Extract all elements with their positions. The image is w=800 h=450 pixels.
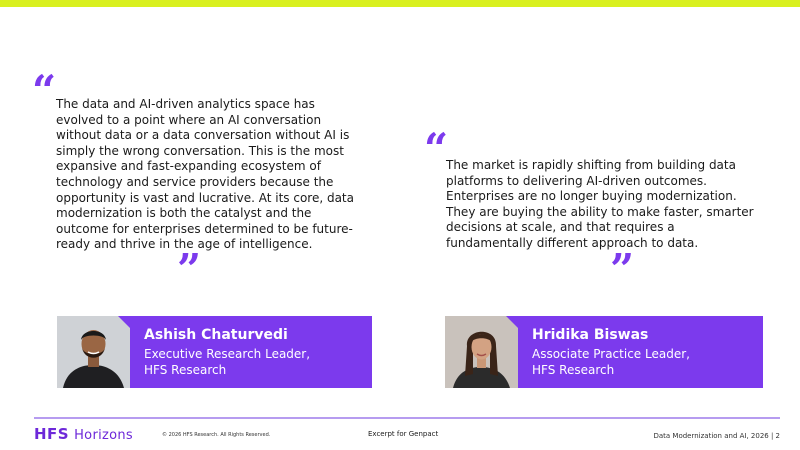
page-number: Data Modernization and AI, 2026 | 2: [653, 432, 780, 440]
person-role: Associate Practice Leader,: [532, 347, 690, 361]
person-name: Ashish Chaturvedi: [144, 327, 288, 343]
person-organization: HFS Research: [144, 362, 227, 377]
photo-corner-notch: [506, 316, 518, 328]
photo-corner-notch: [118, 316, 130, 328]
avatar: [57, 316, 130, 388]
person-card-ashish: [57, 316, 372, 388]
person-info: [130, 316, 372, 388]
open-quote-icon: “: [424, 124, 449, 173]
top-accent-bar: [0, 0, 800, 7]
footer-divider: [34, 417, 780, 419]
copyright-notice: © 2026 HFS Research. All Rights Reserved.: [162, 432, 271, 438]
hfs-horizons-logo: [34, 425, 133, 443]
person-name: Hridika Biswas: [532, 327, 649, 343]
avatar: [445, 316, 518, 388]
close-quote-icon: ”: [610, 245, 635, 294]
close-quote-icon: ”: [177, 245, 202, 294]
quote-text-1: The data and AI-driven analytics space has evolved to a point where an AI conversation without data or a data conversation without AI is simply the wrong conversation. This is the most expansive and fast-expanding ecosystem of technology and service providers because the opportunity is vast and lucrative. At its core, data modernization is both the catalyst and the outcome for enterprises determined to be future-ready and thrive in the age of intelligence.: [56, 97, 354, 252]
logo-main-text: HFS: [34, 425, 70, 443]
logo-sub-text: Horizons: [74, 428, 133, 443]
excerpt-label: Excerpt for Genpact: [368, 430, 439, 438]
quote-text-2: The market is rapidly shifting from building data platforms to delivering AI-driven outcomes. Enterprises are no longer buying modernization. They are buying the ability to make faster, smarter decisions at scale, and that requires a fundamentally different approach to data.: [446, 158, 754, 250]
person-card-hridika: [445, 316, 763, 388]
person-info: [518, 316, 763, 388]
open-quote-icon: “: [32, 66, 57, 115]
person-organization: HFS Research: [532, 362, 615, 377]
person-role: Executive Research Leader,: [144, 347, 311, 361]
